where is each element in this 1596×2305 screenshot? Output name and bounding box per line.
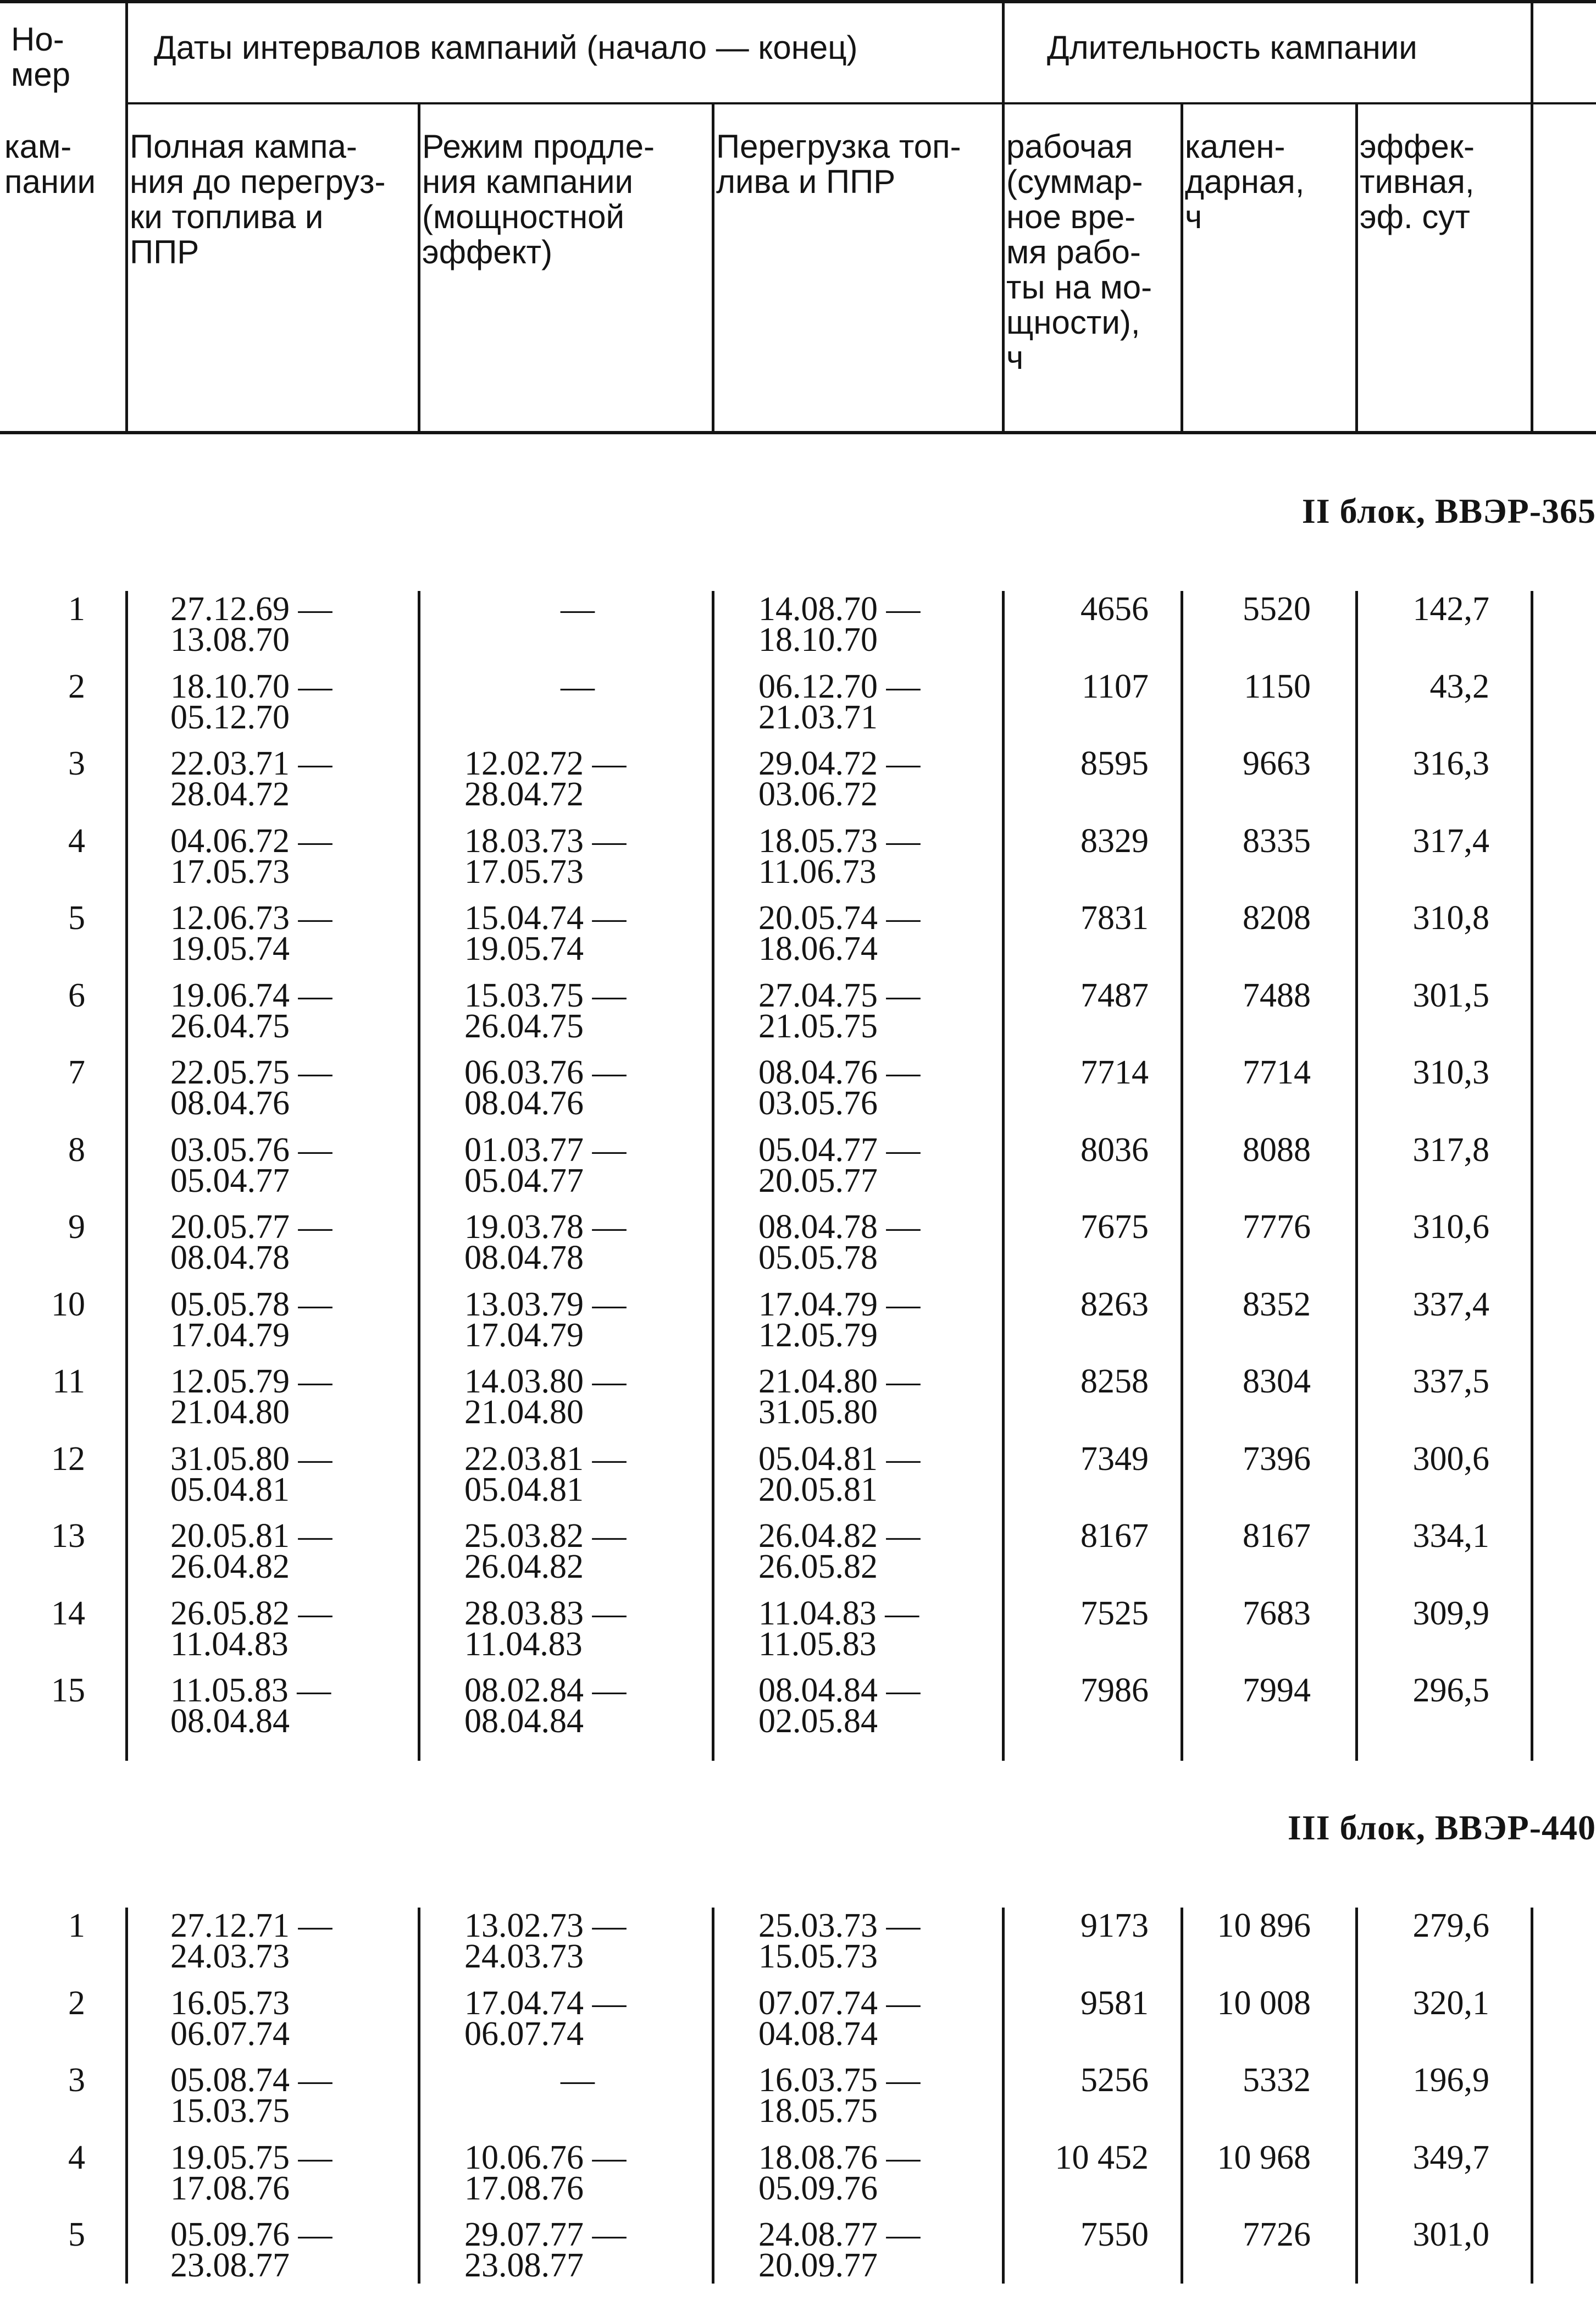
refueling-date: 27.04.75 — (758, 976, 921, 1014)
extension-date: 10.06.76 — (464, 2138, 627, 2176)
refueling-date: 25.03.73 — (758, 1907, 921, 1944)
working-hours: 9173 (1080, 1907, 1149, 1944)
calendar-hours: 7488 (1243, 976, 1311, 1014)
full-campaign-date: 26.04.75 (170, 1007, 290, 1045)
refueling-date: 15.05.73 (758, 1938, 878, 1975)
column-divider (1181, 591, 1183, 1761)
working-hours: 9581 (1080, 1984, 1149, 2022)
working-hours: 7550 (1080, 2216, 1149, 2253)
extension-date: 17.05.73 (464, 853, 584, 891)
full-campaign-date: 24.03.73 (170, 1938, 290, 1975)
working-hours: 8595 (1080, 745, 1149, 782)
working-hours: 8258 (1080, 1363, 1149, 1400)
refueling-date: 26.05.82 (758, 1548, 878, 1585)
refueling-date: 05.04.77 — (758, 1131, 921, 1169)
working-hours: 7675 (1080, 1208, 1149, 1246)
full-campaign-date: 03.05.76 — (170, 1131, 332, 1169)
effective-days: 317,4 (1412, 822, 1489, 860)
effective-days: 309,9 (1412, 1594, 1489, 1632)
column-divider (1355, 591, 1358, 1761)
full-campaign-date: 13.08.70 (170, 621, 290, 659)
working-hours: 4656 (1080, 590, 1149, 628)
effective-days: 301,0 (1412, 2216, 1489, 2253)
refueling-date: 26.04.82 — (758, 1517, 921, 1555)
refueling-date: 08.04.84 — (758, 1672, 921, 1709)
effective-days: 320,1 (1412, 1984, 1489, 2022)
extension-date: 25.03.82 — (464, 1517, 627, 1555)
full-campaign-date: 05.04.77 (170, 1162, 290, 1200)
calendar-hours: 5520 (1243, 590, 1311, 628)
refueling-date: 21.04.80 — (758, 1363, 921, 1400)
refueling-date: 04.08.74 (758, 2015, 878, 2053)
calendar-hours: 10 008 (1217, 1984, 1311, 2022)
full-campaign-date: 17.08.76 (170, 2169, 290, 2207)
extension-date: 06.07.74 (464, 2015, 584, 2053)
effective-days: 316,3 (1412, 745, 1489, 782)
effective-days: 310,6 (1412, 1208, 1489, 1246)
calendar-hours: 8352 (1243, 1285, 1311, 1323)
refueling-date: 21.05.75 (758, 1007, 878, 1045)
campaign-number: 14 (51, 1594, 85, 1632)
refueling-date: 11.05.83 (758, 1625, 877, 1663)
full-campaign-date: 05.05.78 — (170, 1285, 332, 1323)
full-campaign-date: 17.04.79 (170, 1316, 290, 1354)
refueling-date: 14.08.70 — (758, 590, 921, 628)
working-hours: 5256 (1080, 2061, 1149, 2099)
header-divider (1531, 0, 1533, 434)
column-divider (1002, 1908, 1005, 2284)
full-campaign-date: 08.04.78 (170, 1239, 290, 1276)
header-number-top: Но- мер (11, 21, 70, 93)
full-campaign-date: 19.05.75 — (170, 2138, 332, 2176)
effective-days: 300,6 (1412, 1440, 1489, 1478)
extension-date: 11.04.83 (464, 1625, 583, 1663)
campaign-number: 4 (68, 2138, 85, 2176)
campaign-number: 5 (68, 2216, 85, 2253)
refueling-date: 08.04.76 — (758, 1054, 921, 1091)
extension-date: 26.04.75 (464, 1007, 584, 1045)
extension-date: 18.03.73 — (464, 822, 627, 860)
column-divider (712, 591, 714, 1761)
full-campaign-date: 11.05.83 — (170, 1672, 331, 1709)
refueling-date: 05.05.78 (758, 1239, 878, 1276)
full-campaign-date: 22.03.71 — (170, 745, 332, 782)
calendar-hours: 7396 (1243, 1440, 1311, 1478)
calendar-hours: 1150 (1244, 667, 1311, 705)
refueling-date: 16.03.75 — (758, 2061, 921, 2099)
working-hours: 7714 (1080, 1054, 1149, 1091)
campaign-number: 2 (68, 1984, 85, 2022)
header-dates-group: Даты интервалов кампаний (начало — конец) (154, 29, 858, 66)
extension-date: 19.03.78 — (464, 1208, 627, 1246)
extension-date: 06.03.76 — (464, 1054, 627, 1091)
column-divider (1181, 1908, 1183, 2284)
effective-days: 310,8 (1412, 899, 1489, 937)
refueling-date: 08.04.78 — (758, 1208, 921, 1246)
extension-date: 05.04.77 (464, 1162, 584, 1200)
column-divider (1531, 1908, 1533, 2284)
working-hours: 7831 (1080, 899, 1149, 937)
full-campaign-date: 05.12.70 (170, 698, 290, 736)
refueling-date: 11.04.83 — (758, 1594, 919, 1632)
refueling-date: 02.05.84 (758, 1703, 878, 1740)
effective-days: 317,8 (1412, 1131, 1489, 1169)
extension-date: 15.03.75 — (464, 976, 627, 1014)
effective-days: 337,5 (1412, 1363, 1489, 1400)
full-campaign-date: 27.12.69 — (170, 590, 332, 628)
column-divider (1355, 1908, 1358, 2284)
column-divider (712, 1908, 714, 2284)
working-hours: 8263 (1080, 1285, 1149, 1323)
header-duration-group: Длительность кампании (1047, 29, 1417, 66)
full-campaign-date: 05.08.74 — (170, 2061, 332, 2099)
calendar-hours: 8335 (1243, 822, 1311, 860)
effective-days: 196,9 (1412, 2061, 1489, 2099)
campaign-number: 13 (51, 1517, 85, 1555)
extension-date: 08.04.76 (464, 1085, 584, 1122)
calendar-hours: 10 968 (1217, 2138, 1311, 2176)
calendar-hours: 7683 (1243, 1594, 1311, 1632)
working-hours: 8329 (1080, 822, 1149, 860)
refueling-date: 31.05.80 (758, 1394, 878, 1431)
refueling-date: 05.04.81 — (758, 1440, 921, 1478)
full-campaign-date: 20.05.81 — (170, 1517, 332, 1555)
header-col-ext: Режим продле- ния кампании (мощностной эффект) (422, 128, 655, 270)
campaign-number: 9 (68, 1208, 85, 1246)
effective-days: 349,7 (1412, 2138, 1489, 2176)
effective-days: 279,6 (1412, 1907, 1489, 1944)
full-campaign-date: 17.05.73 (170, 853, 290, 891)
extension-dash: — (561, 590, 595, 628)
campaign-number: 6 (68, 976, 85, 1014)
campaign-number: 7 (68, 1054, 85, 1091)
calendar-hours: 7714 (1243, 1054, 1311, 1091)
header-top-rule (0, 0, 1596, 3)
extension-date: 19.05.74 (464, 930, 584, 968)
extension-dash: — (561, 2061, 595, 2099)
working-hours: 7986 (1080, 1672, 1149, 1709)
calendar-hours: 8304 (1243, 1363, 1311, 1400)
header-divider (712, 102, 714, 434)
refueling-date: 11.06.73 (758, 853, 877, 891)
working-hours: 1107 (1082, 667, 1149, 705)
full-campaign-date: 12.06.73 — (170, 899, 332, 937)
working-hours: 7349 (1080, 1440, 1149, 1478)
column-divider (125, 591, 128, 1761)
extension-date: 22.03.81 — (464, 1440, 627, 1478)
calendar-hours: 9663 (1243, 745, 1311, 782)
calendar-hours: 7776 (1243, 1208, 1311, 1246)
extension-date: 29.07.77 — (464, 2216, 627, 2253)
full-campaign-date: 18.10.70 — (170, 667, 332, 705)
effective-days: 337,4 (1412, 1285, 1489, 1323)
full-campaign-date: 05.04.81 (170, 1471, 290, 1508)
extension-date: 23.08.77 (464, 2247, 584, 2284)
refueling-date: 24.08.77 — (758, 2216, 921, 2253)
extension-date: 01.03.77 — (464, 1131, 627, 1169)
section-body (0, 591, 1596, 1761)
extension-date: 28.03.83 — (464, 1594, 627, 1632)
effective-days: 142,7 (1412, 590, 1489, 628)
extension-date: 28.04.72 (464, 776, 584, 813)
calendar-hours: 8088 (1243, 1131, 1311, 1169)
full-campaign-date: 15.03.75 (170, 2092, 290, 2130)
extension-dash: — (561, 667, 595, 705)
campaign-number: 12 (51, 1440, 85, 1478)
campaign-number: 1 (68, 1907, 85, 1944)
extension-date: 26.04.82 (464, 1548, 584, 1585)
full-campaign-date: 06.07.74 (170, 2015, 290, 2053)
campaign-number: 11 (52, 1363, 85, 1400)
header-divider (1002, 0, 1005, 434)
full-campaign-date: 26.04.82 (170, 1548, 290, 1585)
refueling-date: 18.05.75 (758, 2092, 878, 2130)
refueling-date: 20.05.74 — (758, 899, 921, 937)
refueling-date: 21.03.71 (758, 698, 878, 736)
refueling-date: 06.12.70 — (758, 667, 921, 705)
header-col-ref: Перегрузка топ- лива и ППР (716, 128, 961, 200)
refueling-date: 17.04.79 — (758, 1285, 921, 1323)
campaign-number: 5 (68, 899, 85, 937)
working-hours: 7525 (1080, 1594, 1149, 1632)
refueling-date: 07.07.74 — (758, 1984, 921, 2022)
refueling-date: 12.05.79 (758, 1316, 878, 1354)
extension-date: 13.03.79 — (464, 1285, 627, 1323)
header-col-work: рабочая (суммар- ное вре- мя рабо- ты на мо- щности), ч (1006, 128, 1152, 376)
section-body (0, 1908, 1596, 2305)
header-col-full: Полная кампа- ния до перегруз- ки топлива и ППР (130, 128, 386, 270)
refueling-date: 03.05.76 (758, 1085, 878, 1122)
column-divider (1002, 591, 1005, 1761)
campaign-number: 3 (68, 2061, 85, 2099)
campaign-number: 4 (68, 822, 85, 860)
refueling-date: 03.06.72 (758, 776, 878, 813)
full-campaign-date: 19.06.74 — (170, 976, 332, 1014)
refueling-date: 20.09.77 (758, 2247, 878, 2284)
effective-days: 296,5 (1412, 1672, 1489, 1709)
refueling-date: 29.04.72 — (758, 745, 921, 782)
header-col-eff: эффек- тивная, эф. сут (1360, 128, 1475, 235)
extension-date: 17.04.74 — (464, 1984, 627, 2022)
campaign-number: 10 (51, 1285, 85, 1323)
extension-date: 08.04.84 (464, 1703, 584, 1740)
working-hours: 8167 (1080, 1517, 1149, 1555)
header-divider (125, 0, 128, 434)
section-title: III блок, ВВЭР-440 (1287, 1808, 1596, 1847)
full-campaign-date: 20.05.77 — (170, 1208, 332, 1246)
full-campaign-date: 08.04.84 (170, 1703, 290, 1740)
column-divider (125, 1908, 128, 2284)
campaign-number: 15 (51, 1672, 85, 1709)
refueling-date: 18.08.76 — (758, 2138, 921, 2176)
header-divider (1181, 102, 1183, 434)
extension-date: 21.04.80 (464, 1394, 584, 1431)
full-campaign-date: 08.04.76 (170, 1085, 290, 1122)
working-hours: 8036 (1080, 1131, 1149, 1169)
effective-days: 310,3 (1412, 1054, 1489, 1091)
extension-date: 08.02.84 — (464, 1672, 627, 1709)
column-divider (1531, 591, 1533, 1761)
header-col-cal: кален- дарная, ч (1185, 128, 1305, 235)
effective-days: 43,2 (1429, 667, 1489, 705)
refueling-date: 05.09.76 (758, 2169, 878, 2207)
header-group-rule (126, 102, 1596, 104)
column-divider (418, 1908, 420, 2284)
full-campaign-date: 16.05.73 (170, 1984, 290, 2022)
full-campaign-date: 21.04.80 (170, 1394, 290, 1431)
header-number-bottom: кам- пании (4, 128, 96, 200)
section-title: II блок, ВВЭР-365 (1301, 491, 1596, 530)
extension-date: 12.02.72 — (464, 745, 627, 782)
calendar-hours: 8167 (1243, 1517, 1311, 1555)
full-campaign-date: 12.05.79 — (170, 1363, 332, 1400)
working-hours: 7487 (1080, 976, 1149, 1014)
effective-days: 301,5 (1412, 976, 1489, 1014)
calendar-hours: 5332 (1243, 2061, 1311, 2099)
column-divider (418, 591, 420, 1761)
calendar-hours: 8208 (1243, 899, 1311, 937)
extension-date: 14.03.80 — (464, 1363, 627, 1400)
refueling-date: 18.10.70 (758, 621, 878, 659)
full-campaign-date: 22.05.75 — (170, 1054, 332, 1091)
full-campaign-date: 11.04.83 (170, 1625, 289, 1663)
extension-date: 17.08.76 (464, 2169, 584, 2207)
campaign-number: 8 (68, 1131, 85, 1169)
extension-date: 17.04.79 (464, 1316, 584, 1354)
full-campaign-date: 26.05.82 — (170, 1594, 332, 1632)
extension-date: 24.03.73 (464, 1938, 584, 1975)
extension-date: 13.02.73 — (464, 1907, 627, 1944)
header-divider (1355, 102, 1358, 434)
working-hours: 10 452 (1055, 2138, 1149, 2176)
campaign-number: 3 (68, 745, 85, 782)
header-divider (418, 102, 420, 434)
calendar-hours: 10 896 (1217, 1907, 1311, 1944)
full-campaign-date: 27.12.71 — (170, 1907, 332, 1944)
refueling-date: 20.05.81 (758, 1471, 878, 1508)
calendar-hours: 7726 (1243, 2216, 1311, 2253)
refueling-date: 20.05.77 (758, 1162, 878, 1200)
full-campaign-date: 28.04.72 (170, 776, 290, 813)
refueling-date: 18.05.73 — (758, 822, 921, 860)
extension-date: 05.04.81 (464, 1471, 584, 1508)
extension-date: 15.04.74 — (464, 899, 627, 937)
effective-days: 334,1 (1412, 1517, 1489, 1555)
full-campaign-date: 05.09.76 — (170, 2216, 332, 2253)
refueling-date: 18.06.74 (758, 930, 878, 968)
full-campaign-date: 23.08.77 (170, 2247, 290, 2284)
campaign-number: 1 (68, 590, 85, 628)
campaign-number: 2 (68, 667, 85, 705)
extension-date: 08.04.78 (464, 1239, 584, 1276)
full-campaign-date: 31.05.80 — (170, 1440, 332, 1478)
calendar-hours: 7994 (1243, 1672, 1311, 1709)
full-campaign-date: 19.05.74 (170, 930, 290, 968)
full-campaign-date: 04.06.72 — (170, 822, 332, 860)
